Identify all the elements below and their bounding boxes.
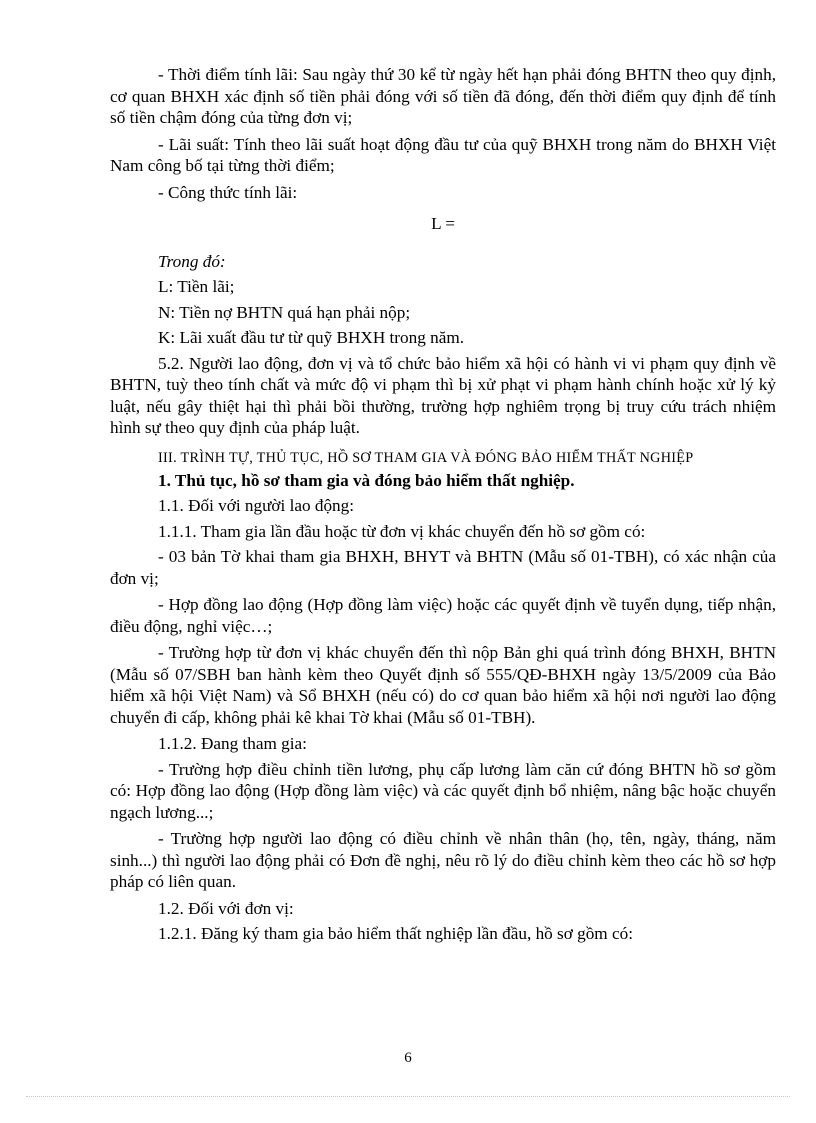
paragraph-formula-intro: - Công thức tính lãi: xyxy=(158,182,298,202)
paragraph-1-1: 1.1. Đối với người lao động: xyxy=(158,496,355,515)
paragraph-interest-time: - Thời điểm tính lãi: Sau ngày thứ 30 kể từ ngày hết hạn phải đóng BHTN theo quy định, cơ quan BHXH xác định số tiền phải đóng với số tiền đã đóng, đến thời điểm quy định để tính số tiền chậm đóng của từng đơn vị; xyxy=(110,65,776,127)
definition-k: K: Lãi xuất đầu tư từ quỹ BHXH trong năm. xyxy=(158,328,465,347)
paragraph-violations: 5.2. Người lao động, đơn vị và tổ chức bảo hiểm xã hội có hành vi vi phạm quy định về BHTN, tuỳ theo tính chất và mức độ vi phạm thì bị xử phạt vi phạm hành chính hoặc xử lý kỷ luật, nếu gây thiệt hại thì phải bồi thường, trường hợp nghiêm trọng bị truy cứu trách nhiệm hình sự theo quy định của pháp luật. xyxy=(110,353,776,437)
page-bottom-divider xyxy=(26,1096,790,1097)
paragraph-transfer-case: - Trường hợp từ đơn vị khác chuyển đến thì nộp Bản ghi quá trình đóng BHXH, BHTN (Mẫu số 07/SBH ban hành kèm theo Quyết định số 555/QĐ-BHXH ngày 13/5/2009 của Bảo hiểm xã hội Việt Nam) và Sổ BHXH (nếu có) do cơ quan bảo hiểm xã hội nơi người lao động chuyển đi cấp, không phải kê khai Tờ khai (Mẫu số 01-TBH). xyxy=(110,643,776,727)
paragraph-salary-adjustment: - Trường hợp điều chỉnh tiền lương, phụ cấp lương làm căn cứ đóng BHTN hồ sơ gồm có: Hợp đồng lao động (Hợp đồng làm việc) và các quyết định bổ nhiệm, nâng bậc hoặc chuyển ngạch lương...; xyxy=(110,759,776,822)
page-number: 6 xyxy=(404,1050,412,1066)
document-page xyxy=(110,64,776,949)
paragraph-1-2: 1.2. Đối với đơn vị: xyxy=(158,898,294,918)
paragraph-labor-contract: - Hợp đồng lao động (Hợp đồng làm việc) hoặc các quyết định về tuyển dụng, tiếp nhận, điều động, nghỉ việc…; xyxy=(110,595,776,636)
section-heading-iii: III. TRÌNH TỰ, THỦ TỤC, HỒ SƠ THAM GIA VÀ ĐÓNG BẢO HIỂM THẤT NGHIỆP xyxy=(158,449,694,466)
paragraph-interest-rate: - Lãi suất: Tính theo lãi suất hoạt động đầu tư của quỹ BHXH trong năm do BHXH Việt Nam công bố tại từng thời điểm; xyxy=(110,134,776,175)
paragraph-1-1-2: 1.1.2. Đang tham gia: xyxy=(158,734,307,753)
subsection-heading-1: 1. Thủ tục, hồ sơ tham gia và đóng bảo hiểm thất nghiệp. xyxy=(158,470,575,490)
interest-formula: L = xyxy=(431,214,455,233)
definition-l: L: Tiền lãi; xyxy=(158,277,235,296)
paragraph-1-2-1: 1.2.1. Đăng ký tham gia bảo hiểm thất nghiệp lần đầu, hồ sơ gồm có: xyxy=(158,924,633,943)
paragraph-where: Trong đó: xyxy=(158,251,226,271)
definition-n: N: Tiền nợ BHTN quá hạn phải nộp; xyxy=(158,302,411,322)
paragraph-identity-adjustment: - Trường hợp người lao động có điều chỉnh về nhân thân (họ, tên, ngày, tháng, năm sinh...) thì người lao động phải có Đơn đề nghị, nêu rõ lý do điều chỉnh kèm theo các hồ sơ hợp pháp có liên quan. xyxy=(110,829,776,891)
paragraph-declaration-forms: - 03 bản Tờ khai tham gia BHXH, BHYT và BHTN (Mẫu số 01-TBH), có xác nhận của đơn vị; xyxy=(110,547,776,588)
paragraph-1-1-1: 1.1.1. Tham gia lần đầu hoặc từ đơn vị khác chuyển đến hồ sơ gồm có: xyxy=(158,521,646,541)
